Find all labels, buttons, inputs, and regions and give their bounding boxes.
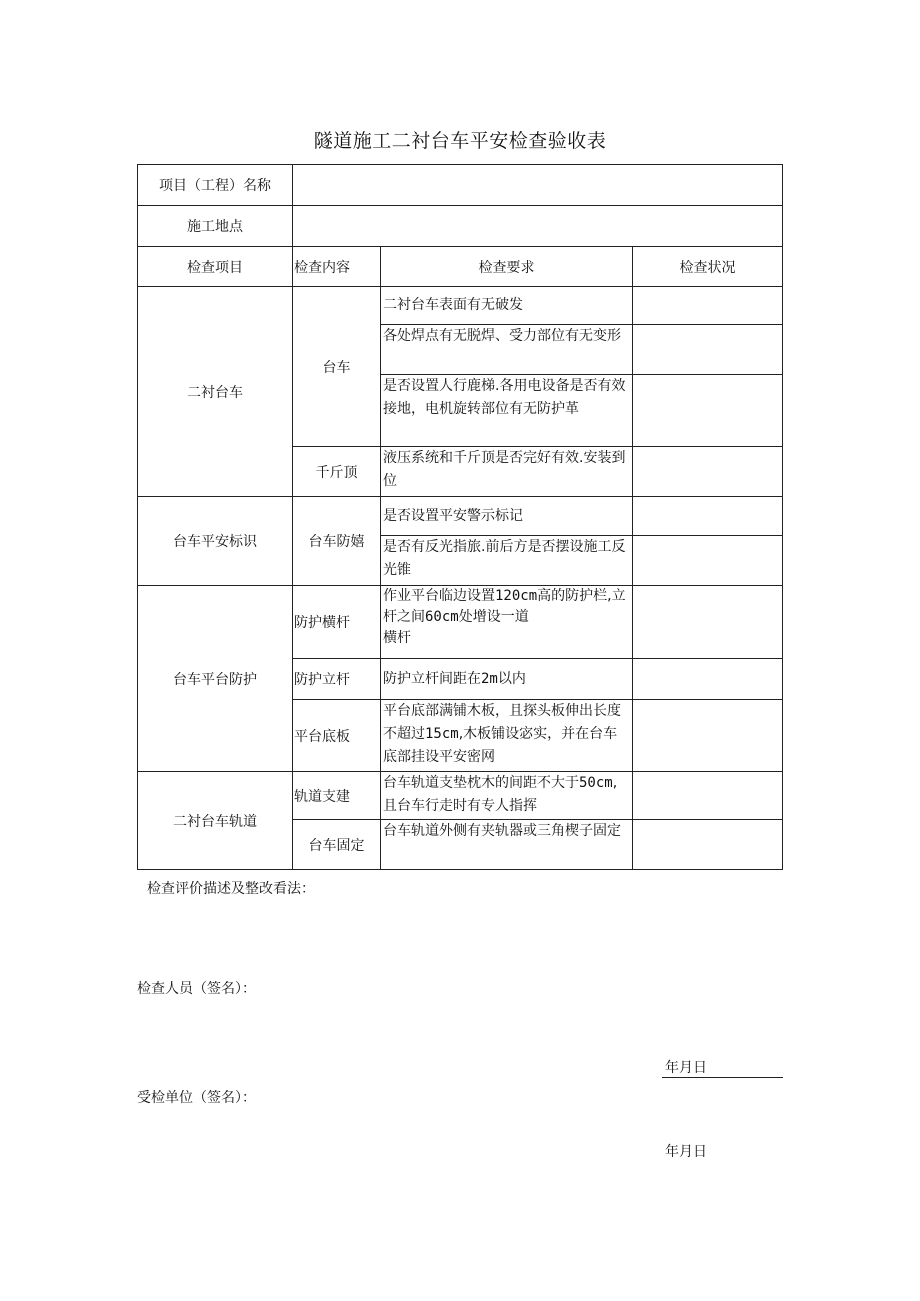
req-text: 防护立杆间距在 [383,670,481,687]
project-name-field[interactable] [293,165,783,206]
status-cell[interactable] [633,447,783,497]
requirement-cell: 台车轨道外侧有夹轨器或三角楔子固定 [381,820,633,870]
req-text: 高的防护栏,立杆之间 [383,588,626,625]
header-item: 检查项目 [138,247,293,287]
location-label: 施工地点 [138,206,293,247]
inspected-unit-signature-label: 受检单位（签名）： [137,1090,256,1106]
status-cell[interactable] [633,586,783,659]
inspected-unit-date: 年月日 [665,1144,707,1160]
group-name: 二衬台车轨道 [138,772,293,870]
req-text: 台车轨道支垫枕木的间距不大于 [383,775,579,791]
req-text: ,木板铺设宓实，并在台车底部挂设平安密网 [383,726,618,765]
content-cell: 台车防嬉 [293,497,381,586]
evaluation-label: 检查评价描述及整改看法： [147,881,315,897]
requirement-cell: 二衬台车表面有无破发 [381,287,633,325]
status-cell[interactable] [633,772,783,820]
status-cell[interactable] [633,375,783,447]
req-text: 处增设一道 [458,609,529,625]
content-cell: 防护横杆 [293,586,381,659]
content-cell: 台车固定 [293,820,381,870]
req-text: 横杆 [383,630,411,646]
status-cell[interactable] [633,536,783,586]
header-status: 检查状况 [633,247,783,287]
inspector-signature-label: 检查人员（签名）： [137,981,256,997]
req-value: 120cm [495,588,538,604]
req-value: 60cm [425,609,459,625]
req-text: ,且台车行走时有专人指挥 [383,775,618,814]
page-title: 隧道施工二衬台车平安检查验收表 [313,130,607,152]
requirement-cell: 液压系统和千斤顶是否完好有效.安装到位 [381,447,633,497]
inspection-table [137,164,783,870]
status-cell[interactable] [633,700,783,772]
status-cell[interactable] [633,287,783,325]
status-cell[interactable] [633,497,783,536]
project-name-label: 项目（工程）名称 [138,165,293,206]
requirement-cell [381,659,633,700]
content-cell: 千斤顶 [293,447,381,497]
requirement-cell: 是否设置平安警示标记 [381,497,633,536]
status-cell[interactable] [633,325,783,375]
status-cell[interactable] [633,659,783,700]
req-value: 2m [481,670,498,687]
content-cell: 防护立杆 [293,659,381,700]
location-field[interactable] [293,206,783,247]
requirement-cell: 是否设置人行鹿梯.各用电设备是否有效接地，电机旋转部位有无防护革 [381,375,633,447]
status-cell[interactable] [633,820,783,870]
header-content: 检查内容 [293,247,381,287]
inspector-date: 年月日 [665,1060,707,1076]
header-requirement: 检查要求 [381,247,633,287]
group-name: 台车平台防护 [138,586,293,772]
signature-line [662,1077,783,1078]
group-name: 台车平安标识 [138,497,293,586]
req-text: 作业平台临边设置 [383,588,495,604]
content-cell: 轨道支建 [293,772,381,820]
req-text: 以内 [497,670,526,687]
requirement-cell [381,586,633,659]
requirement-cell: 是否有反光指旅.前后方是否摆设施工反光锥 [381,536,633,586]
content-cell: 台车 [293,287,381,447]
req-value: 50cm [579,775,613,791]
requirement-cell [381,772,633,820]
req-text: 平台底部满铺木板，且探头板伸出长度不超过 [383,703,621,742]
content-cell: 平台底板 [293,700,381,772]
group-name: 二衬台车 [138,287,293,497]
requirement-cell: 各处焊点有无脱焊、受力部位有无变形 [381,325,633,375]
req-value: 15cm [425,726,459,742]
requirement-cell [381,700,633,772]
